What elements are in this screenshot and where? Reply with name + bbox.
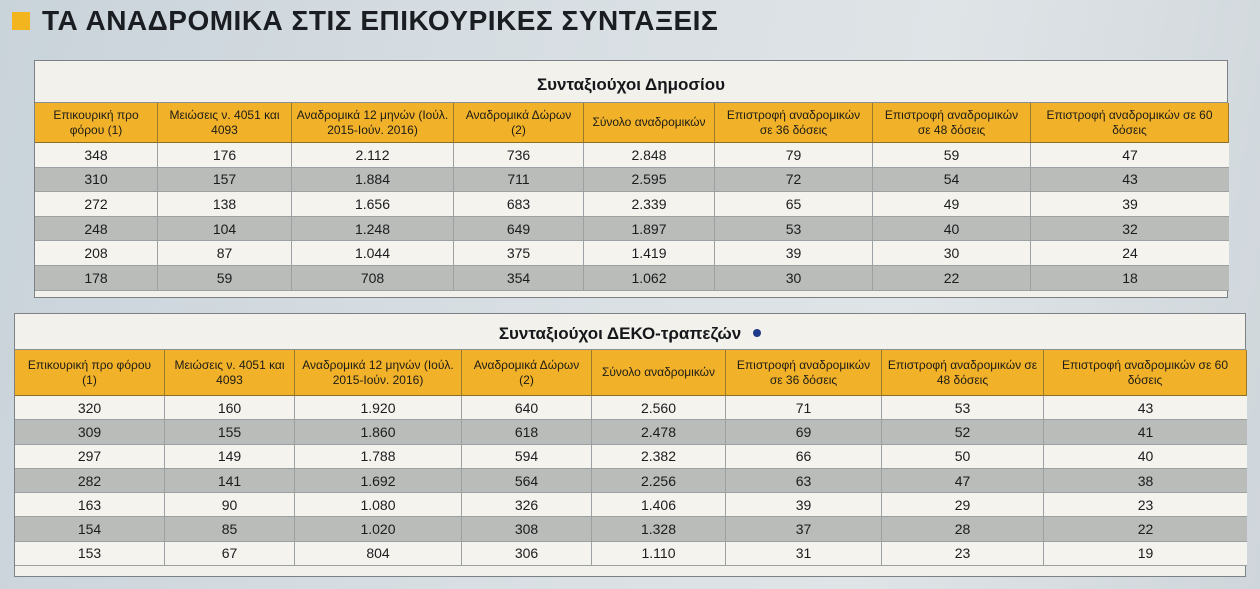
table-cell: 37 bbox=[726, 517, 882, 541]
table-title-text: Συνταξιούχοι ΔΕΚΟ-τραπεζών bbox=[498, 324, 742, 343]
table-cell: 282 bbox=[15, 469, 165, 493]
table-cell: 804 bbox=[295, 542, 462, 566]
table-cell: 1.248 bbox=[292, 217, 454, 242]
table-cell: 248 bbox=[35, 217, 158, 242]
table-cell: 30 bbox=[873, 241, 1031, 266]
table-cell: 43 bbox=[1044, 396, 1247, 420]
table-cell: 138 bbox=[158, 192, 292, 217]
table-cell: 354 bbox=[454, 266, 584, 291]
headline bbox=[12, 4, 718, 38]
table-cell: 1.020 bbox=[295, 517, 462, 541]
table-cell: 1.419 bbox=[584, 241, 715, 266]
page-title: ΤΑ ΑΝΑΔΡΟΜΙΚΑ ΣΤΙΣ ΕΠΙΚΟΥΡΙΚΕΣ ΣΥΝΤΑΞΕΙΣ bbox=[42, 5, 719, 36]
table-cell: 19 bbox=[1044, 542, 1247, 566]
table-cell: 65 bbox=[715, 192, 873, 217]
table-cell: 1.897 bbox=[584, 217, 715, 242]
table-public-pensioners bbox=[34, 60, 1228, 298]
column-header: Αναδρομικά 12 μηνών (Ιούλ. 2015-Ιούν. 2016) bbox=[295, 350, 462, 396]
table-cell: 69 bbox=[726, 420, 882, 444]
table-cell: 31 bbox=[726, 542, 882, 566]
table-cell: 2.478 bbox=[592, 420, 726, 444]
table-cell: 320 bbox=[15, 396, 165, 420]
square-bullet-icon bbox=[12, 12, 30, 30]
table-title bbox=[35, 61, 1227, 103]
column-header: Αναδρομικά Δώρων (2) bbox=[462, 350, 592, 396]
column-header: Επιστροφή αναδρομικών σε 36 δόσεις bbox=[715, 103, 873, 143]
table-cell: 40 bbox=[873, 217, 1031, 242]
table-cell: 66 bbox=[726, 445, 882, 469]
table-cell: 736 bbox=[454, 143, 584, 168]
table-grid bbox=[15, 350, 1245, 566]
table-cell: 32 bbox=[1031, 217, 1229, 242]
table-cell: 52 bbox=[882, 420, 1044, 444]
table-cell: 53 bbox=[715, 217, 873, 242]
column-header: Επιστροφή αναδρομικών σε 36 δόσεις bbox=[726, 350, 882, 396]
table-cell: 1.110 bbox=[592, 542, 726, 566]
column-header: Επιστροφή αναδρομικών σε 60 δόσεις bbox=[1044, 350, 1247, 396]
table-cell: 564 bbox=[462, 469, 592, 493]
bullet-dot-icon bbox=[753, 329, 761, 337]
table-cell: 160 bbox=[165, 396, 295, 420]
table-cell: 53 bbox=[882, 396, 1044, 420]
table-cell: 348 bbox=[35, 143, 158, 168]
table-cell: 178 bbox=[35, 266, 158, 291]
table-cell: 63 bbox=[726, 469, 882, 493]
table-cell: 2.560 bbox=[592, 396, 726, 420]
table-cell: 141 bbox=[165, 469, 295, 493]
column-header: Μειώσεις ν. 4051 και 4093 bbox=[165, 350, 295, 396]
table-cell: 54 bbox=[873, 168, 1031, 193]
table-cell: 309 bbox=[15, 420, 165, 444]
table-cell: 2.339 bbox=[584, 192, 715, 217]
table-cell: 1.860 bbox=[295, 420, 462, 444]
table-cell: 67 bbox=[165, 542, 295, 566]
table-cell: 594 bbox=[462, 445, 592, 469]
table-cell: 87 bbox=[158, 241, 292, 266]
table-cell: 176 bbox=[158, 143, 292, 168]
table-cell: 154 bbox=[15, 517, 165, 541]
table-cell: 2.382 bbox=[592, 445, 726, 469]
table-cell: 208 bbox=[35, 241, 158, 266]
table-cell: 71 bbox=[726, 396, 882, 420]
table-cell: 47 bbox=[882, 469, 1044, 493]
table-cell: 104 bbox=[158, 217, 292, 242]
table-cell: 39 bbox=[726, 493, 882, 517]
table-cell: 1.406 bbox=[592, 493, 726, 517]
column-header: Σύνολο αναδρομικών bbox=[584, 103, 715, 143]
table-cell: 18 bbox=[1031, 266, 1229, 291]
table-deko-bank-pensioners bbox=[14, 313, 1246, 577]
table-cell: 90 bbox=[165, 493, 295, 517]
table-cell: 649 bbox=[454, 217, 584, 242]
table-cell: 22 bbox=[1044, 517, 1247, 541]
table-cell: 306 bbox=[462, 542, 592, 566]
table-cell: 38 bbox=[1044, 469, 1247, 493]
table-cell: 149 bbox=[165, 445, 295, 469]
table-grid bbox=[35, 103, 1227, 291]
table-cell: 1.788 bbox=[295, 445, 462, 469]
table-cell: 29 bbox=[882, 493, 1044, 517]
table-cell: 40 bbox=[1044, 445, 1247, 469]
column-header: Επιστροφή αναδρομικών σε 48 δόσεις bbox=[882, 350, 1044, 396]
table-cell: 2.256 bbox=[592, 469, 726, 493]
table-cell: 157 bbox=[158, 168, 292, 193]
table-cell: 163 bbox=[15, 493, 165, 517]
table-cell: 708 bbox=[292, 266, 454, 291]
table-cell: 2.595 bbox=[584, 168, 715, 193]
table-cell: 50 bbox=[882, 445, 1044, 469]
table-cell: 23 bbox=[882, 542, 1044, 566]
table-cell: 47 bbox=[1031, 143, 1229, 168]
table-cell: 2.112 bbox=[292, 143, 454, 168]
table-cell: 59 bbox=[873, 143, 1031, 168]
table-cell: 155 bbox=[165, 420, 295, 444]
table-cell: 28 bbox=[882, 517, 1044, 541]
table-cell: 683 bbox=[454, 192, 584, 217]
table-cell: 153 bbox=[15, 542, 165, 566]
table-cell: 24 bbox=[1031, 241, 1229, 266]
table-cell: 326 bbox=[462, 493, 592, 517]
table-cell: 1.044 bbox=[292, 241, 454, 266]
table-cell: 297 bbox=[15, 445, 165, 469]
table-cell: 1.920 bbox=[295, 396, 462, 420]
table-cell: 30 bbox=[715, 266, 873, 291]
table-cell: 59 bbox=[158, 266, 292, 291]
table-cell: 1.692 bbox=[295, 469, 462, 493]
table-cell: 308 bbox=[462, 517, 592, 541]
table-cell: 1.062 bbox=[584, 266, 715, 291]
table-cell: 618 bbox=[462, 420, 592, 444]
table-cell: 1.884 bbox=[292, 168, 454, 193]
table-cell: 85 bbox=[165, 517, 295, 541]
table-cell: 49 bbox=[873, 192, 1031, 217]
table-cell: 640 bbox=[462, 396, 592, 420]
table-cell: 23 bbox=[1044, 493, 1247, 517]
column-header: Αναδρομικά Δώρων (2) bbox=[454, 103, 584, 143]
table-cell: 39 bbox=[1031, 192, 1229, 217]
table-cell: 2.848 bbox=[584, 143, 715, 168]
table-cell: 22 bbox=[873, 266, 1031, 291]
table-cell: 43 bbox=[1031, 168, 1229, 193]
table-cell: 375 bbox=[454, 241, 584, 266]
column-header: Μειώσεις ν. 4051 και 4093 bbox=[158, 103, 292, 143]
table-title-text: Συνταξιούχοι Δημοσίου bbox=[536, 75, 726, 94]
table-cell: 1.328 bbox=[592, 517, 726, 541]
table-cell: 1.656 bbox=[292, 192, 454, 217]
table-cell: 1.080 bbox=[295, 493, 462, 517]
column-header: Επιστροφή αναδρομικών σε 48 δόσεις bbox=[873, 103, 1031, 143]
column-header: Σύνολο αναδρομικών bbox=[592, 350, 726, 396]
column-header: Επιστροφή αναδρομικών σε 60 δόσεις bbox=[1031, 103, 1229, 143]
table-cell: 72 bbox=[715, 168, 873, 193]
table-cell: 41 bbox=[1044, 420, 1247, 444]
column-header: Επικουρική προ φόρου (1) bbox=[35, 103, 158, 143]
column-header: Αναδρομικά 12 μηνών (Ιούλ. 2015-Ιούν. 2016) bbox=[292, 103, 454, 143]
table-cell: 39 bbox=[715, 241, 873, 266]
column-header: Επικουρική προ φόρου (1) bbox=[15, 350, 165, 396]
table-cell: 711 bbox=[454, 168, 584, 193]
table-title bbox=[15, 314, 1245, 350]
table-cell: 310 bbox=[35, 168, 158, 193]
table-cell: 79 bbox=[715, 143, 873, 168]
table-cell: 272 bbox=[35, 192, 158, 217]
